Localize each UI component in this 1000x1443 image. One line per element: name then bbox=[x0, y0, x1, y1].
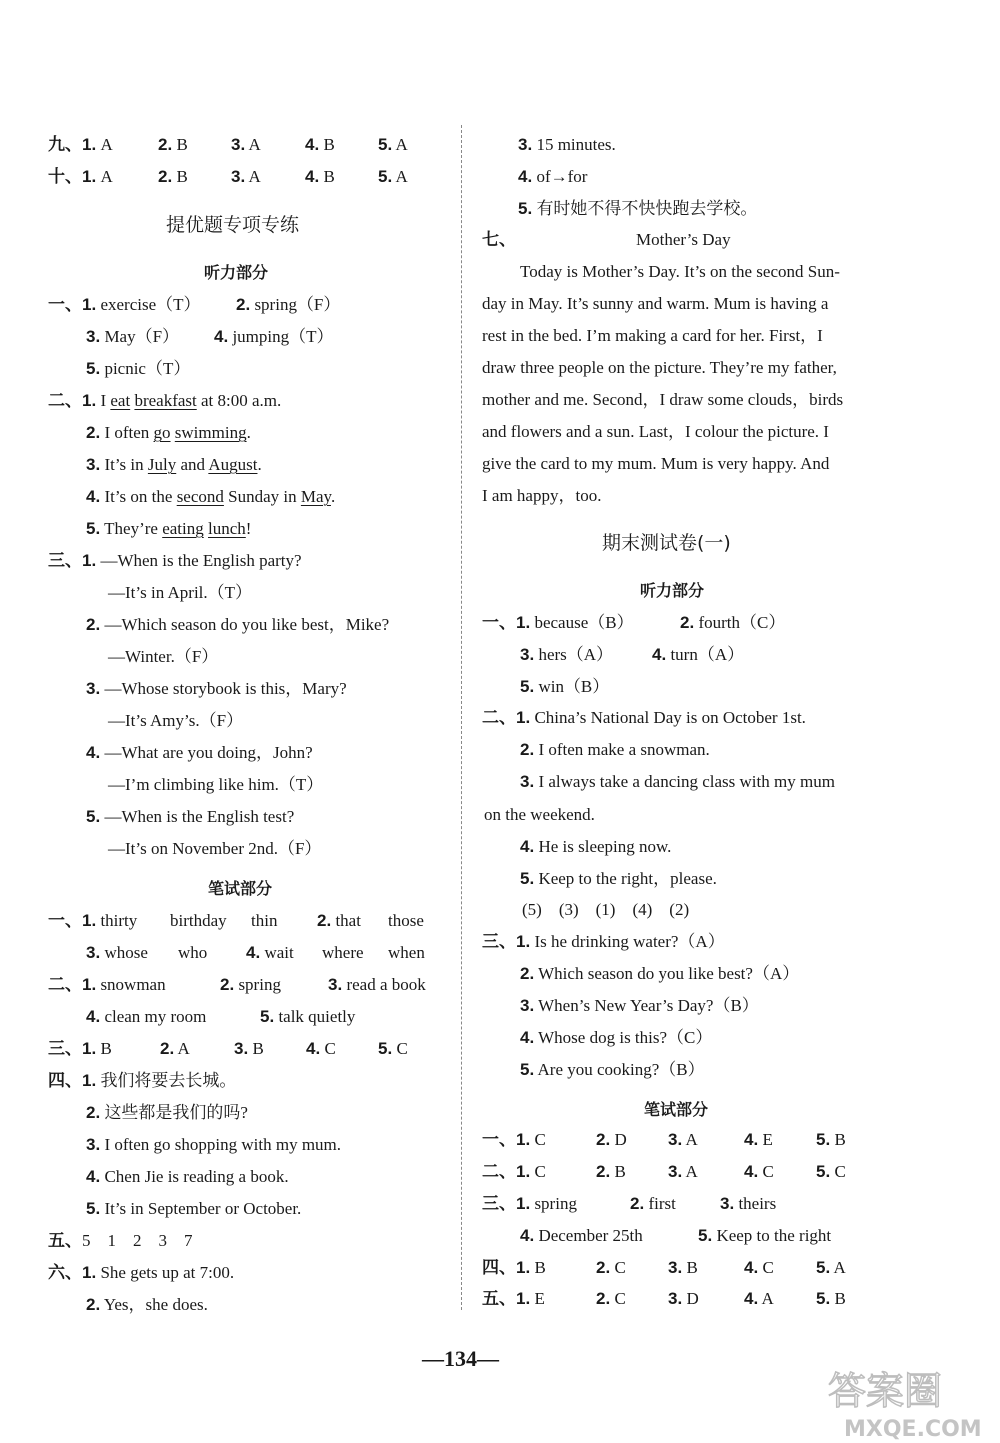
page-number: —134— bbox=[422, 1346, 499, 1371]
answer-line: 4. —What are you doing，John? bbox=[86, 743, 313, 762]
answer-line: 3. hers（A） 4. turn（A） bbox=[520, 645, 745, 664]
answer-line: 5. Are you cooking?（B） bbox=[520, 1060, 705, 1079]
answer-line: 四、1. B 2. C 3. B 4. C 5. A bbox=[482, 1258, 846, 1278]
essay-line: mother and me. Second，I draw some clouds，birds bbox=[482, 390, 844, 409]
listening-heading: 听力部分 bbox=[640, 581, 705, 600]
answer-line: 5. Keep to the right，please. bbox=[520, 869, 717, 888]
answer-line: —I’m climbing like him.（T） bbox=[108, 775, 324, 794]
answer-line: —It’s in April.（T） bbox=[108, 583, 253, 602]
answer-line: 一、1. because（B） 2. fourth（C） bbox=[482, 613, 786, 633]
answer-line: 5. 有时她不得不快快跑去学校。 bbox=[518, 199, 758, 218]
essay-line: draw three people on the picture. They’re my father, bbox=[482, 358, 837, 377]
answer-line: 三、1. spring 2. first 3. theirs bbox=[482, 1194, 777, 1214]
answer-line: 4. clean my room 5. talk quietly bbox=[86, 1007, 356, 1026]
listening-heading: 听力部分 bbox=[204, 263, 269, 282]
answer-line: 五、1. E 2. C 3. D 4. A 5. B bbox=[482, 1289, 846, 1309]
section-title: 提优题专项专练 bbox=[166, 214, 300, 236]
section-label: 九、 bbox=[48, 135, 82, 155]
watermark-url: MXQE.COM bbox=[844, 1417, 982, 1441]
answer-line: 3. When’s New Year’s Day?（B） bbox=[520, 996, 759, 1015]
answer-line: 2. 这些都是我们的吗? bbox=[86, 1103, 248, 1122]
answer-line: 4. It’s on the second Sunday in May. bbox=[86, 487, 336, 506]
watermark-text: 答案圈 bbox=[828, 1369, 943, 1413]
answer-line: 三、1. Is he drinking water?（A） bbox=[482, 932, 725, 952]
essay-line: give the card to my mum. Mum is very happy. And bbox=[482, 454, 830, 473]
q9-row: 九、1. A 2. B 3. A 4. B 5. A bbox=[48, 135, 408, 155]
answer-line: 2. I often make a snowman. bbox=[520, 740, 710, 759]
answer-line: 2. Yes，she does. bbox=[86, 1295, 208, 1314]
answer-line: 3. 15 minutes. bbox=[518, 135, 616, 154]
essay-line: I am happy，too. bbox=[482, 486, 602, 505]
answer-line: 3. I often go shopping with my mum. bbox=[86, 1135, 342, 1154]
answer-line: 2. —Which season do you like best，Mike? bbox=[86, 615, 390, 634]
answer-line: —It’s on November 2nd.（F） bbox=[108, 839, 322, 858]
written-heading: 笔试部分 bbox=[208, 879, 273, 898]
answer-line: 4. Whose dog is this?（C） bbox=[520, 1028, 713, 1047]
answer-line: 二、1. snowman 2. spring 3. read a book bbox=[48, 975, 426, 995]
answer-line: 3. It’s in July and August. bbox=[86, 455, 262, 474]
answer-line: 3. May（F） 4. jumping（T） bbox=[86, 327, 334, 346]
essay-title: Mother’s Day bbox=[636, 230, 731, 249]
answer-line: 2. Which season do you like best?（A） bbox=[520, 964, 800, 983]
answer-line: 5. It’s in September or October. bbox=[86, 1199, 302, 1218]
answer-line: 一、1. C 2. D 3. A 4. E 5. B bbox=[482, 1130, 846, 1150]
answer-line: —It’s Amy’s.（F） bbox=[108, 711, 244, 730]
answer-line: 三、1. B 2. A 3. B 4. C 5. C bbox=[48, 1039, 408, 1059]
answer-line: —Winter.（F） bbox=[108, 647, 219, 666]
answer-line: 六、1. She gets up at 7:00. bbox=[48, 1263, 235, 1283]
essay-line: Today is Mother’s Day. It’s on the second Sun- bbox=[520, 262, 840, 281]
answer-line: 2. I often go swimming. bbox=[86, 423, 251, 442]
essay-line: and flowers and a sun. Last，I colour the picture. I bbox=[482, 422, 829, 441]
answer-line: on the weekend. bbox=[484, 805, 595, 824]
column-divider bbox=[461, 125, 462, 1310]
essay-line: rest in the bed. I’m making a card for her. First，I bbox=[482, 326, 823, 345]
q10-row: 十、1. A 2. B 3. A 4. B 5. A bbox=[48, 167, 408, 187]
answer-line: 三、1. —When is the English party? bbox=[48, 551, 302, 571]
answer-line: 3. —Whose storybook is this，Mary? bbox=[86, 679, 347, 698]
answer-line: 二、1. China’s National Day is on October 1st. bbox=[482, 708, 806, 728]
answer-line: 一、1. exercise（T） 2. spring（F） bbox=[48, 295, 341, 315]
answer-line: 二、1. C 2. B 3. A 4. C 5. C bbox=[482, 1162, 846, 1182]
answer-line: 四、1. 我们将要去长城。 bbox=[48, 1071, 237, 1091]
answer-line: 七、 bbox=[482, 230, 516, 250]
answer-line: 4. of→for bbox=[518, 167, 588, 186]
answer-line: 5. They’re eating lunch! bbox=[86, 519, 252, 538]
answer-line: 4. He is sleeping now. bbox=[520, 837, 672, 856]
answer-line: 二、1. I eat breakfast at 8:00 a.m. bbox=[48, 391, 282, 411]
answer-line: 一、1. thirty birthday thin 2. that those bbox=[48, 911, 424, 931]
answer-line: 4. December 25th 5. Keep to the right bbox=[520, 1226, 832, 1245]
answer-line: 5. picnic（T） bbox=[86, 359, 191, 378]
answer-line: 3. I always take a dancing class with my mum bbox=[520, 772, 835, 791]
essay-line: day in May. It’s sunny and warm. Mum is having a bbox=[482, 294, 829, 313]
answer-line: 5. win（B） bbox=[520, 677, 610, 696]
answer-line: 5. —When is the English test? bbox=[86, 807, 295, 826]
section-title: 期末测试卷(一) bbox=[602, 532, 731, 554]
watermark-logo bbox=[820, 1356, 995, 1441]
answer-line: 4. Chen Jie is reading a book. bbox=[86, 1167, 289, 1186]
answer-line: 3. whose who 4. wait where when bbox=[86, 943, 425, 962]
written-heading: 笔试部分 bbox=[644, 1100, 709, 1119]
answer-line: 五、5 1 2 3 7 bbox=[48, 1231, 193, 1251]
section-label: 十、 bbox=[48, 167, 82, 187]
answer-line: (5) (3) (1) (4) (2) bbox=[522, 900, 690, 919]
